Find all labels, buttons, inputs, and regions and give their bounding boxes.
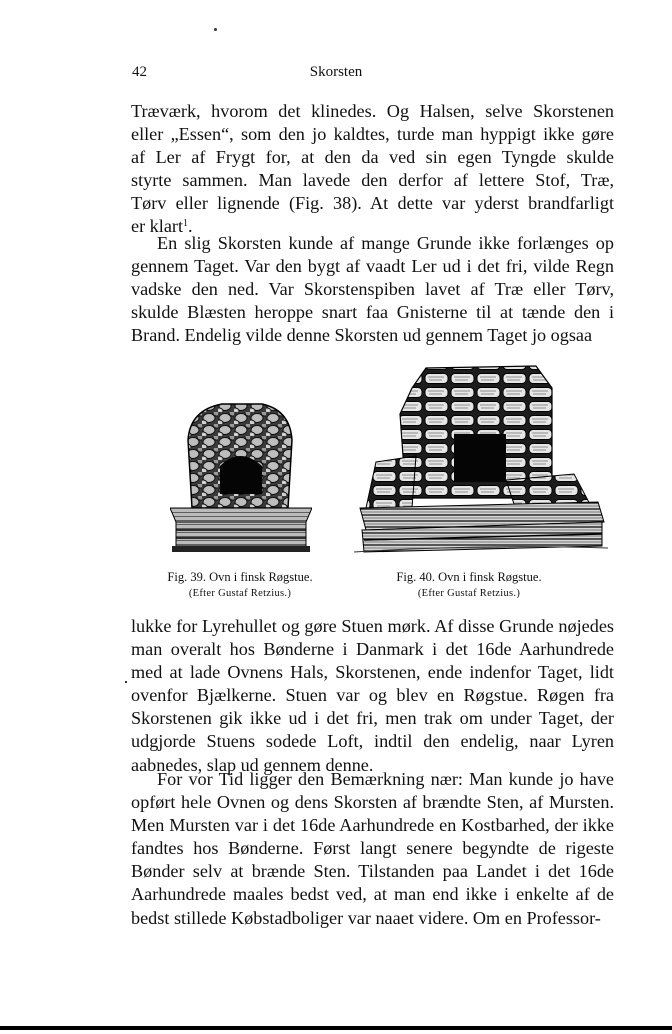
figure-40-credit: (Efter Gustaf Retzius.) [417, 588, 521, 599]
figure-39-oven-illustration [170, 400, 312, 556]
text-line: styrte sammen. Man lavede den derfor af lettere Stof, Træ, [131, 170, 614, 191]
stray-ink-mark [214, 28, 217, 31]
figure-39-credit: (Efter Gustaf Retzius.) [188, 588, 292, 599]
paragraph-2: En slig Skorsten kunde af mange Grunde ikke forlænges op gennem Taget. Var den bygt af vaadt Ler ud i det fri, vilde Regn vadske den ned. Var Skorstenspiben lavet af Træ eller Tørv, skulde Blæsten heroppe snart faa Gnisterne til at tænde den i Brand. Endelig vilde denne Skorsten ud gennem Taget jo ogsaa [131, 233, 614, 346]
figure-40-caption: Fig. 40. Ovn i finsk Røgstue. [396, 570, 542, 584]
figure-40-oven-illustration [346, 358, 608, 558]
text-line: af Ler af Frygt for, at den da ved sin egen Tyngde skulde [131, 147, 614, 168]
running-title: Skorsten [309, 64, 363, 80]
text-fragment: er klart [131, 216, 184, 237]
text-line: Tørv eller lignende (Fig. 38). At dette var yderst brandfarligt [131, 193, 614, 214]
stray-ink-dot [125, 681, 127, 683]
text-line: eller „Essen“, som den jo kaldtes, turde man hyppigt ikke gøre [131, 124, 614, 145]
paragraph-4: For vor Tid ligger den Bemærkning nær: Man kunde jo have opført hele Ovnen og dens Skorsten af brændte Sten, af Mursten. Men Mursten var i det 16de Aarhundrede en Kostbarhed, der ikke fandtes hos Bønderne. Først langt senere begyndte de rigeste Bønder selv at brænde Sten. Tilstanden paa Landet i det 16de Aarhundrede maales bedst ved, at man end ikke i enkelte af de bedst stillede Købstadboliger var naaet videre. Om en Professor- [131, 769, 614, 928]
text-fragment: . [188, 216, 193, 237]
footnote-reference: 1 [183, 218, 189, 230]
scan-edge-rule [0, 1026, 672, 1030]
page-number: 42 [132, 64, 147, 80]
figure-39-caption: Fig. 39. Ovn i finsk Røgstue. [167, 570, 313, 584]
paragraph-3: lukke for Lyrehullet og gøre Stuen mørk. Af disse Grunde nøjedes man overalt hos Bønderne i Danmark i det 16de Aarhundrede med at lade Ovnens Hals, Skorstenen, ende indenfor Taget, lidt ovenfor Bjælkerne. Stuen var og blev en Røgstue. Røgen fra Skorstenen gik ikke ud i det fri, men trak om under Taget, der udgjorde Stuens sodede Loft, indtil den endelig, naar Lyren aabnedes, slap ud gennem denne. [131, 616, 614, 775]
paragraph-1 [131, 100, 614, 239]
text-line: Træværk, hvorom det klinedes. Og Halsen, selve Skorstenen [131, 101, 614, 121]
